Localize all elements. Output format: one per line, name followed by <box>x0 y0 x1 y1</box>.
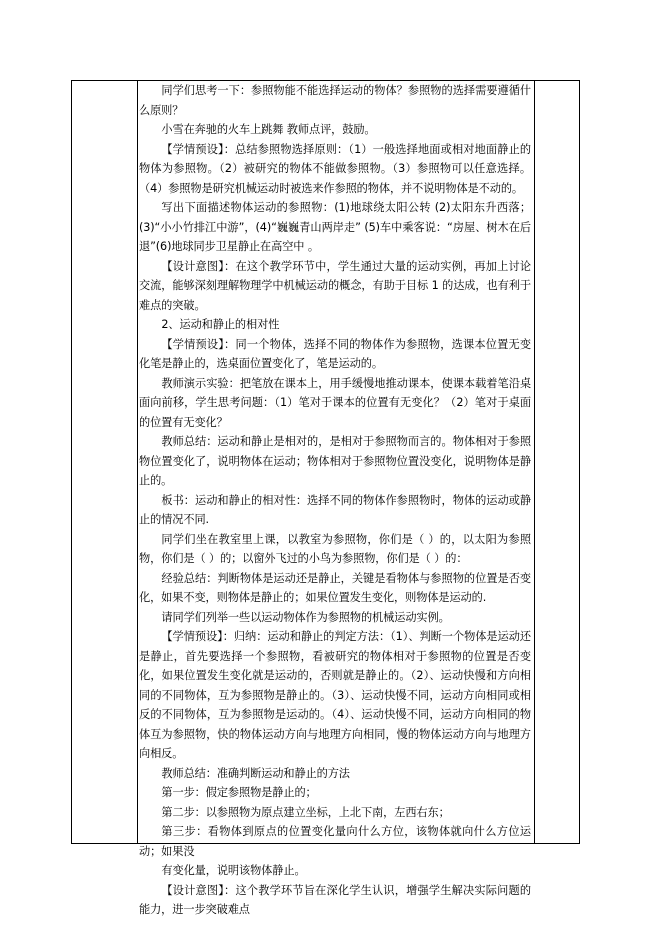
step-one: 第一步：假定参照物是静止的； <box>161 786 317 799</box>
blackboard-note: 板书：运动和静止的相对性：选择不同的物体作参照物时，物体的运动或静止的情况不同. <box>139 493 531 526</box>
design-intent-1: 【设计意图】：在这个教学环节中，学生通过大量的运动实例，再加上讨论交流，能够深刻理解物理学中机械运动的概念，有助于目标 1 的达成，也有利于难点的突破。 <box>139 259 531 312</box>
learning-preset-3: 【学情预设】：归纳：运动和静止的判定方法：（1）、判断一个物体是运动还是静止，首先要选择一个参照物，看被研究的物体相对于参照物的位置是否变化，如果位置发生变化就是运动的，否则就是静止的。（2）、运动快慢和方向相同的不同物体，互为参照物是静止的。（3）、运动快慢不同，运动方向相同或相反的不同物体，互为参照物是运动的。（4）、运动快慢不同，运动方向相同的物体互为参照物，快的物体运动方向与地理方向相同，慢的物体运动方向与地理方向相反。 <box>139 630 531 760</box>
step-two: 第二步：以参照物为原点建立坐标，上北下南，左西右东； <box>161 805 450 819</box>
step-three: 第三步：看物体到原点的位置变化量向什么方位，该物体就向什么方位运动；如果没 <box>139 825 531 858</box>
lesson-content-cell <box>139 81 531 920</box>
column-divider-left <box>137 81 138 843</box>
thinking-question: 同学们思考一下：参照物能不能选择运动的物体？参照物的选择需要遵循什么原则？ <box>139 84 531 117</box>
design-intent-2: 【设计意图】：这个教学环节旨在深化学生认识，增强学生解决实际问题的能力，进一步突破难点 <box>139 883 531 916</box>
section-heading: 2、运动和静止的相对性 <box>161 318 280 331</box>
step-three-continued: 有变化量，说明该物体静止。 <box>161 864 306 877</box>
classroom-question: 同学们坐在教室里上课，以教室为参照物，你们是（ ）的，以太阳为参照物，你们是（ ）的；以窗外飞过的小鸟为参照物，你们是（ ）的： <box>139 532 531 565</box>
learning-preset-1: 【学情预设】：总结参照物选择原则：（1）一般选择地面或相对地面静止的物体为参照物。（2）被研究的物体不能做参照物。（3）参照物可以任意选择。（4）参照物是研究机械运动时被选来作参照的物体，并不说明物体是不动的。 <box>139 142 531 195</box>
student-examples-prompt: 请同学们列举一些以运动物体作为参照物的机械运动实例。 <box>161 610 450 624</box>
experience-summary: 经验总结：判断物体是运动还是静止，关键是看物体与参照物的位置是否变化，如果不变，则物体是静止的；如果位置发生变化，则物体是运动的. <box>139 571 531 604</box>
column-divider-right <box>534 81 535 843</box>
teacher-demo: 教师演示实验：把笔放在课本上，用手缓慢地推动课本，使课本载着笔沿桌面向前移，学生思考问题：（1）笔对于课本的位置有无变化？（2）笔对于桌面的位置有无变化？ <box>139 376 531 429</box>
dance-example: 小雪在奔驰的火车上跳舞 教师点评，鼓励。 <box>161 123 376 136</box>
teacher-summary-2: 教师总结：准确判断运动和静止的方法 <box>161 766 350 780</box>
reference-exercise: 写出下面描述物体运动的参照物：(1)地球绕太阳公转 (2)太阳东升西落；(3)“小小竹排江中游”，(4)“巍巍青山两岸走” (5)车中乘客说：“房屋、树木在后退”(6)地球同步卫星静止在高空中 。 <box>139 201 531 253</box>
learning-preset-2: 【学情预设】：同一个物体，选择不同的物体作为参照物，选课本位置无变化笔是静止的，选桌面位置变化了，笔是运动的。 <box>139 337 531 370</box>
teacher-summary-1: 教师总结：运动和静止是相对的，是相对于参照物而言的。物体相对于参照物位置变化了，说明物体在运动；物体相对于参照物位置没变化，说明物体是静止的。 <box>139 435 531 487</box>
